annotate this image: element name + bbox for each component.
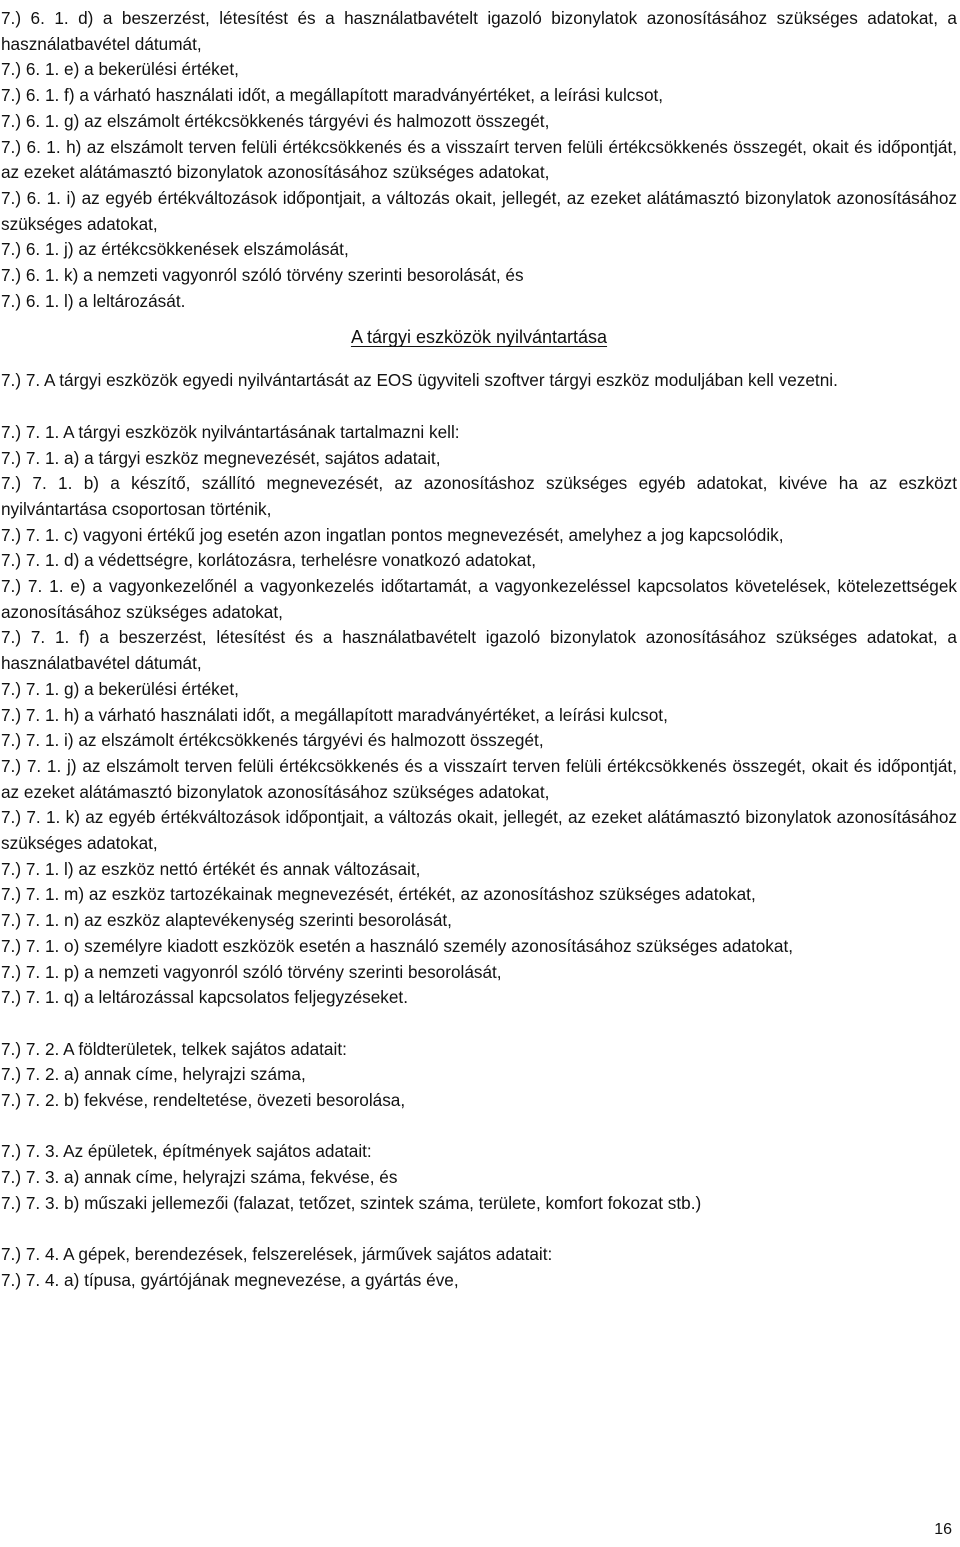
list-item: 7.) 7. 4. A gépek, berendezések, felszerelések, járművek sajátos adatait: xyxy=(1,1244,553,1265)
list-item: 7.) 6. 1. j) az értékcsökkenések elszámolását, xyxy=(1,239,349,260)
list-item: 7.) 6. 1. i) az egyéb értékváltozások időpontjait, a változás okait, jellegét, az ezeket alátámasztó bizonylatok azonosításához szükséges adatokat, xyxy=(1,187,957,234)
section-7-4-list xyxy=(1,1242,957,1293)
list-item: 7.) 6. 1. d) a beszerzést, létesítést és a használatbavételt igazoló bizonylatok azonosításához szükséges adatokat, a használatbavétel dátumát, xyxy=(1,8,957,54)
section-6-1-list xyxy=(1,6,957,314)
section-7-1-list xyxy=(1,420,957,1011)
list-item: 7.) 7. 1. l) az eszköz nettó értékét és annak változásait, xyxy=(1,858,421,879)
list-item: 7.) 7. 1. c) vagyoni értékű jog esetén azon ingatlan pontos megnevezését, amelyhez a jog kapcsolódik, xyxy=(1,524,784,545)
list-item: 7.) 6. 1. e) a bekerülési értéket, xyxy=(1,59,239,80)
list-item: 7.) 7. 1. g) a bekerülési értéket, xyxy=(1,678,239,699)
spacer xyxy=(1,394,957,420)
page-number: 16 xyxy=(934,1521,952,1538)
list-item: 7.) 7. 1. b) a készítő, szállító megnevezését, az azonosításhoz szükséges egyéb adatokat, kivéve ha az eszközt nyilvántartása csoportosan történik, xyxy=(1,473,957,519)
spacer xyxy=(1,1011,957,1037)
section-heading: A tárgyi eszközök nyilvántartása xyxy=(350,327,608,348)
list-item: 7.) 6. 1. f) a várható használati időt, a megállapított maradványértéket, a leírási kulcsot, xyxy=(1,85,664,106)
list-item: 7.) 7. 1. j) az elszámolt terven felüli értékcsökkenés és a visszaírt terven felüli értékcsökkenés összegét, okait és időpontját, az ezeket alátámasztó bizonylatok azonosításához szükséges adatokat, xyxy=(1,755,957,802)
list-item: 7.) 7. 1. h) a várható használati időt, a megállapított maradványértéket, a leírási kulcsot, xyxy=(1,704,668,725)
list-item: 7.) 7. 2. a) annak címe, helyrajzi száma, xyxy=(1,1064,306,1085)
list-item: 7.) 7. 1. o) személyre kiadott eszközök esetén a használó személy azonosításához szükséges adatokat, xyxy=(1,935,794,956)
list-item: 7.) 7. 1. A tárgyi eszközök nyilvántartásának tartalmazni kell: xyxy=(1,421,460,442)
list-item: 7.) 7. 1. q) a leltározással kapcsolatos feljegyzéseket. xyxy=(1,987,408,1008)
list-item: 7.) 7. 2. b) fekvése, rendeltetése, övezeti besorolása, xyxy=(1,1090,406,1111)
list-item: 7.) 7. 3. b) műszaki jellemezői (falazat, tetőzet, szintek száma, területe, komfort fokozat stb.) xyxy=(1,1192,702,1213)
list-item: 7.) 7. 3. a) annak címe, helyrajzi száma, fekvése, és xyxy=(1,1167,398,1188)
spacer xyxy=(1,1217,957,1243)
list-item: 7.) 6. 1. k) a nemzeti vagyonról szóló törvény szerinti besorolását, és xyxy=(1,265,524,286)
list-item: 7.) 6. 1. l) a leltározását. xyxy=(1,290,186,311)
list-item: 7.) 7. 1. i) az elszámolt értékcsökkenés tárgyévi és halmozott összegét, xyxy=(1,730,544,751)
section-7-3-list xyxy=(1,1139,957,1216)
list-item: 7.) 7. 4. a) típusa, gyártójának megnevezése, a gyártás éve, xyxy=(1,1269,459,1290)
list-item: 7.) 7. 1. n) az eszköz alaptevékenység szerinti besorolását, xyxy=(1,910,452,931)
list-item: 7.) 7. 1. e) a vagyonkezelőnél a vagyonkezelés időtartamát, a vagyonkezeléssel kapcsolatos követelések, kötelezettségek azonosításához szükséges adatokat, xyxy=(1,576,957,622)
list-item: 7.) 6. 1. g) az elszámolt értékcsökkenés tárgyévi és halmozott összegét, xyxy=(1,110,550,131)
list-item: 7.) 7. 1. p) a nemzeti vagyonról szóló törvény szerinti besorolását, xyxy=(1,961,502,982)
section-7-2-list xyxy=(1,1037,957,1114)
list-item: 7.) 7. 1. d) a védettségre, korlátozásra, terhelésre vonatkozó adatokat, xyxy=(1,550,537,571)
list-item: 7.) 7. 1. k) az egyéb értékváltozások időpontjait, a változás okait, jellegét, az ezeket alátámasztó bizonylatok azonosításához szükséges adatokat, xyxy=(1,807,957,854)
list-item: 7.) 7. 1. a) a tárgyi eszköz megnevezését, sajátos adatait, xyxy=(1,447,441,468)
list-item: 7.) 7. 2. A földterületek, telkek sajátos adatait: xyxy=(1,1038,347,1059)
section-7-intro: 7.) 7. A tárgyi eszközök egyedi nyilvántartását az EOS ügyviteli szoftver tárgyi eszköz moduljában kell vezetni. xyxy=(1,370,838,391)
spacer xyxy=(1,1114,957,1140)
list-item: 7.) 7. 1. f) a beszerzést, létesítést és a használatbavételt igazoló bizonylatok azonosításához szükséges adatokat, a használatbavétel dátumát, xyxy=(1,627,957,674)
list-item: 7.) 7. 1. m) az eszköz tartozékainak megnevezését, értékét, az azonosításhoz szükséges adatokat, xyxy=(1,884,756,905)
list-item: 7.) 7. 3. Az épületek, építmények sajátos adatait: xyxy=(1,1141,372,1162)
list-item: 7.) 6. 1. h) az elszámolt terven felüli értékcsökkenés és a visszaírt terven felüli értékcsökkenés összegét, okait és időpontját, az ezeket alátámasztó bizonylatok azonosításához szükséges adatokat, xyxy=(1,136,957,183)
